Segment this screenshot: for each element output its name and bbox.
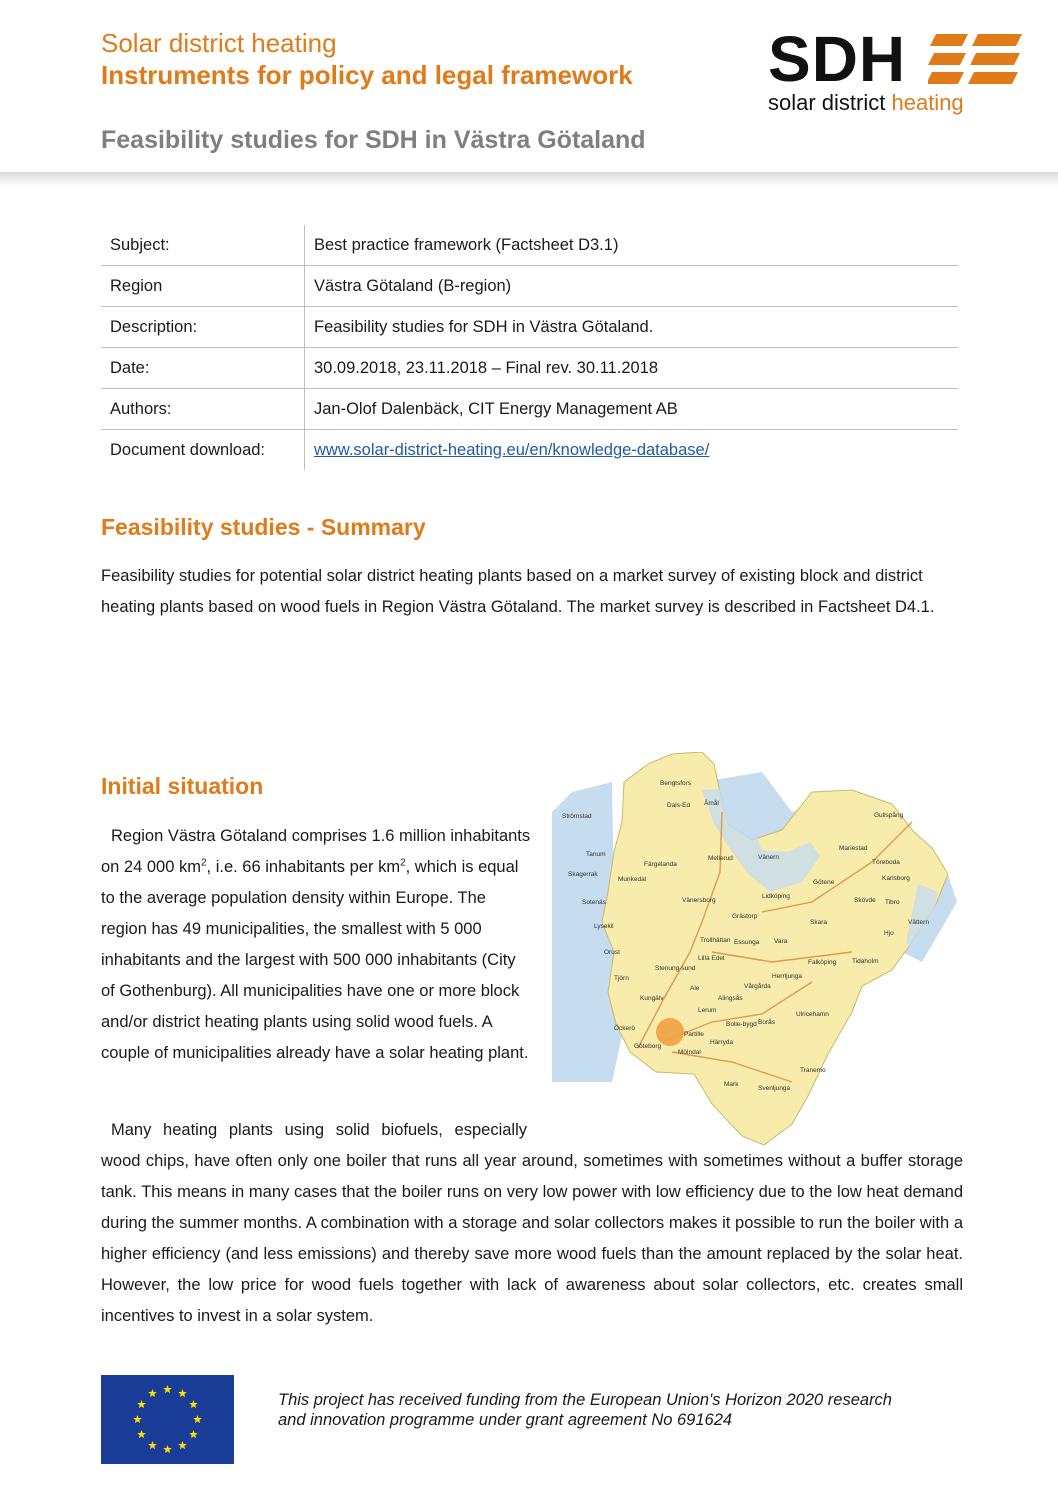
info-value: 30.09.2018, 23.11.2018 – Final rev. 30.11.2018	[305, 348, 959, 389]
logo-sub-a: solar district	[768, 90, 892, 115]
info-table-row	[101, 389, 958, 430]
map-label: Göteborg	[634, 1043, 662, 1050]
header-title: Solar district heating	[101, 28, 337, 58]
map-label: Munkedal	[618, 876, 647, 883]
map-label: Lerum	[698, 1007, 717, 1014]
info-table-row	[101, 430, 958, 471]
info-key: Description:	[101, 307, 305, 348]
map-label: Tjörn	[614, 975, 629, 982]
map-label: Lidköping	[762, 893, 790, 900]
info-key: Authors:	[101, 389, 305, 430]
map-label: Trollhättan	[700, 937, 731, 944]
map-label: Åmål	[704, 800, 719, 807]
map-label: Essunga	[734, 939, 760, 946]
map-label: Öckerö	[614, 1025, 635, 1032]
info-value: Feasibility studies for SDH in Västra Götaland.	[305, 307, 959, 348]
logo-text: SDH	[768, 23, 907, 95]
map-label: Mölndal	[678, 1049, 701, 1056]
map-label: Vättern	[908, 919, 929, 926]
map-label: Vänern	[758, 854, 779, 861]
map-label: Mellerud	[708, 855, 733, 862]
logo-subtitle	[768, 90, 964, 116]
map-label: Töreboda	[872, 859, 900, 866]
info-value: Jan-Olof Dalenbäck, CIT Energy Management AB	[305, 389, 959, 430]
header-divider	[0, 172, 1058, 186]
initial-paragraph-2-start: Many heating plants using solid biofuels, especially	[111, 1121, 527, 1139]
logo-sub-b: heating	[891, 90, 964, 115]
map-label: Grästorp	[732, 913, 758, 920]
map-label: Orust	[604, 949, 620, 956]
funding-line-1: This project has received funding from the European Union's Horizon 2020 research	[278, 1391, 892, 1409]
map-label: Hjo	[884, 930, 894, 937]
map-label: Sotenäs	[582, 899, 606, 906]
eu-flag-icon	[101, 1375, 234, 1464]
p1-a: Region Västra Götaland comprises 1.6 million inhabitants on 24 000 km	[101, 827, 531, 876]
map-label: Vänersborg	[682, 897, 716, 904]
map-label: Tranemo	[800, 1067, 826, 1074]
funding-line-2: and innovation programme under grant agreement No 691624	[278, 1411, 733, 1429]
info-key: Date:	[101, 348, 305, 389]
info-table	[101, 225, 958, 470]
map-label: Partille	[684, 1031, 704, 1038]
header-subtitle: Instruments for policy and legal framework	[101, 60, 633, 90]
initial-paragraph-1	[101, 821, 531, 1069]
info-table-row	[101, 225, 958, 266]
map-label: Kungälv	[640, 995, 664, 1002]
map-label: Herrljunga	[772, 973, 802, 980]
p1-sup2: 2	[400, 857, 406, 869]
p1-c: , which is equal to the average population density within Europe. The region has 49 municipalities, the smallest with 5 000 inhabitants and the largest with 500 000 inhabitants (City of Gothenburg). All municipalities have one or more block and/or district heating plants using solid wood fuels. A couple of municipalities already have a solar heating plant.	[101, 858, 529, 1062]
map-label: Tibro	[885, 899, 900, 906]
region-map	[552, 752, 960, 1145]
info-table-row	[101, 348, 958, 389]
initial-heading: Initial situation	[101, 773, 264, 799]
logo-bars-icon	[928, 34, 1024, 84]
map-label: Gullspång	[874, 812, 904, 819]
map-label: Götene	[813, 879, 835, 886]
summary-text: Feasibility studies for potential solar district heating plants based on a market survey of existing block and district heating plants based on wood fuels in Region Västra Götaland. The market survey is described in Factsheet D4.1.	[101, 567, 935, 616]
initial-paragraph-2-rest: wood chips, have often only one boiler that runs all year around, sometimes with sometimes without a buffer storage tank. This means in many cases that the boiler runs on very low power with low efficiency due to the low heat demand during the summer months. A combination with a storage and solar collectors makes it possible to run the boiler with a higher efficiency (and less emissions) and thereby save more wood fuels than the amount replaced by the solar heat. However, the low price for wood fuels together with lack of awareness about solar collectors, etc. creates small incentives to invest in a solar system.	[101, 1152, 963, 1325]
map-label: Ale	[690, 985, 700, 992]
map-label: Härryda	[710, 1039, 734, 1046]
map-label: Mariestad	[839, 845, 868, 852]
map-label: Vara	[774, 938, 788, 945]
info-value: Västra Götaland (B-region)	[305, 266, 959, 307]
map-label: Lysekil	[594, 923, 614, 930]
map-label: Färgelanda	[644, 861, 677, 868]
map-label: Vårgårda	[744, 983, 771, 990]
map-label: Tidaholm	[852, 958, 879, 965]
map-label: Svenljunga	[758, 1085, 791, 1092]
page-title: Feasibility studies for SDH in Västra Götaland	[101, 126, 646, 154]
map-label: Alingsås	[718, 995, 743, 1002]
info-table-row	[101, 266, 958, 307]
sdh-logo	[768, 23, 1028, 122]
map-label: Bengtsfors	[660, 780, 692, 787]
map-label: Strömstad	[562, 813, 592, 820]
map-label: Skagerrak	[568, 871, 598, 878]
info-key: Region	[101, 266, 305, 307]
funding-notice	[278, 1390, 892, 1430]
info-key: Subject:	[101, 225, 305, 266]
map-label: Tanum	[586, 851, 606, 858]
info-value: Best practice framework (Factsheet D3.1)	[305, 225, 959, 266]
map-label: Stenung-sund	[655, 965, 696, 972]
p1-b: , i.e. 66 inhabitants per km	[206, 858, 401, 876]
map-label: Lilla Edet	[698, 955, 725, 962]
map-label: Falköping	[808, 959, 837, 966]
map-label: Dals-Ed	[667, 802, 691, 809]
map-label: Bolle-bygd	[726, 1021, 757, 1028]
map-label: Skara	[810, 919, 827, 926]
map-label: Skövde	[854, 897, 876, 904]
map-label: Karlsborg	[882, 875, 910, 882]
info-key: Document download:	[101, 430, 305, 471]
summary-heading: Feasibility studies - Summary	[101, 514, 426, 540]
download-link[interactable]: www.solar-district-heating.eu/en/knowledge-database/	[314, 440, 710, 459]
map-label: Ulricehamn	[796, 1011, 829, 1018]
city-gothenburg-marker	[656, 1018, 684, 1046]
info-table-row	[101, 307, 958, 348]
p1-sup1: 2	[200, 857, 207, 869]
map-label: Borås	[758, 1019, 775, 1026]
map-label: Mark	[724, 1081, 739, 1088]
info-value	[305, 430, 959, 471]
